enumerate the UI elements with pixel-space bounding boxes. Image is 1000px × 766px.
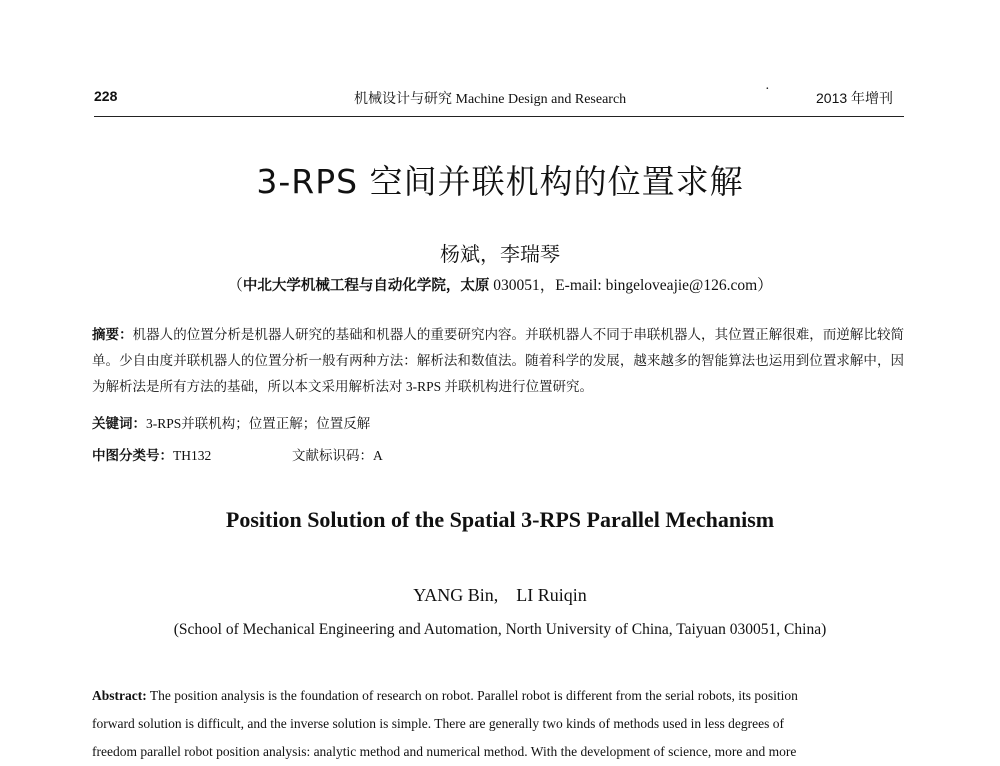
affiliation-zh [0,273,1000,295]
authors-en: YANG Bin, LI Ruiqin [413,585,587,605]
abstract-zh [92,322,904,400]
paper-title-zh: 3-RPS 空间并联机构的位置求解 [256,162,744,201]
doc-code-zh-text: A [373,448,383,463]
header-rule [94,116,904,117]
authors-zh: 杨斌，李瑞琴 [440,244,560,266]
affiliation-zh-close: ） [757,277,773,294]
keywords-zh-text: 3-RPS并联机构；位置正解；位置反解 [146,416,371,431]
abstract-zh-label: 摘要： [92,327,133,343]
classification-zh-label: 中图分类号： [92,448,173,464]
abstract-en-line [92,682,904,710]
paper-title-en: Position Solution of the Spatial 3-RPS Parallel Mechanism [225,507,775,532]
abstract-en-line-2: forward solution is difficult, and the inverse solution is simple. There are generally two kinds of methods used in less degrees of [92,716,784,731]
year-issue: 2013 年增刊 [816,90,894,106]
abstract-en-line-3: freedom parallel robot position analysis: analytic method and numerical method. With the development of science, more and more [92,744,797,759]
abstract-en [92,682,904,766]
header-dot: · [765,82,770,97]
affiliation-en: (School of Mechanical Engineering and Automation, North University of China, Taiyuan 030051, China) [173,621,827,638]
affiliation-zh-name: 中北大学机械工程与自动化学院，太原 [242,278,490,294]
classification-zh-text: TH132 [173,448,212,463]
keywords-zh-label: 关键词： [92,416,146,432]
affiliation-zh-rest: 030051，E-mail: bingeloveajie@126.com [489,277,758,294]
page-number: 228 [94,88,118,104]
doc-code-zh-label: 文献标识码： [292,448,373,463]
abstract-en-label: Abstract: [92,688,147,703]
abstract-en-line-1: The position analysis is the foundation of research on robot. Parallel robot is different from the serial robots, its position [146,688,798,703]
journal-name: 机械设计与研究 Machine Design and Research [354,92,627,107]
classification-zh [92,444,211,464]
abstract-zh-text: 机器人的位置分析是机器人研究的基础和机器人的重要研究内容。并联机器人不同于串联机器人，其位置正解很难，而逆解比较简单。少自由度并联机器人的位置分析一般有两种方法：解析法和数值法。随着科学的发展，越来越多的智能算法也运用到位置求解中，因为解析法是所有方法的基础，所以本文采用解析法对 3-RPS 并联机构进行位置研究。 [92,327,905,394]
doc-code-zh [292,444,383,464]
affiliation-zh-open: （ [227,277,243,294]
keywords-zh [92,412,370,432]
